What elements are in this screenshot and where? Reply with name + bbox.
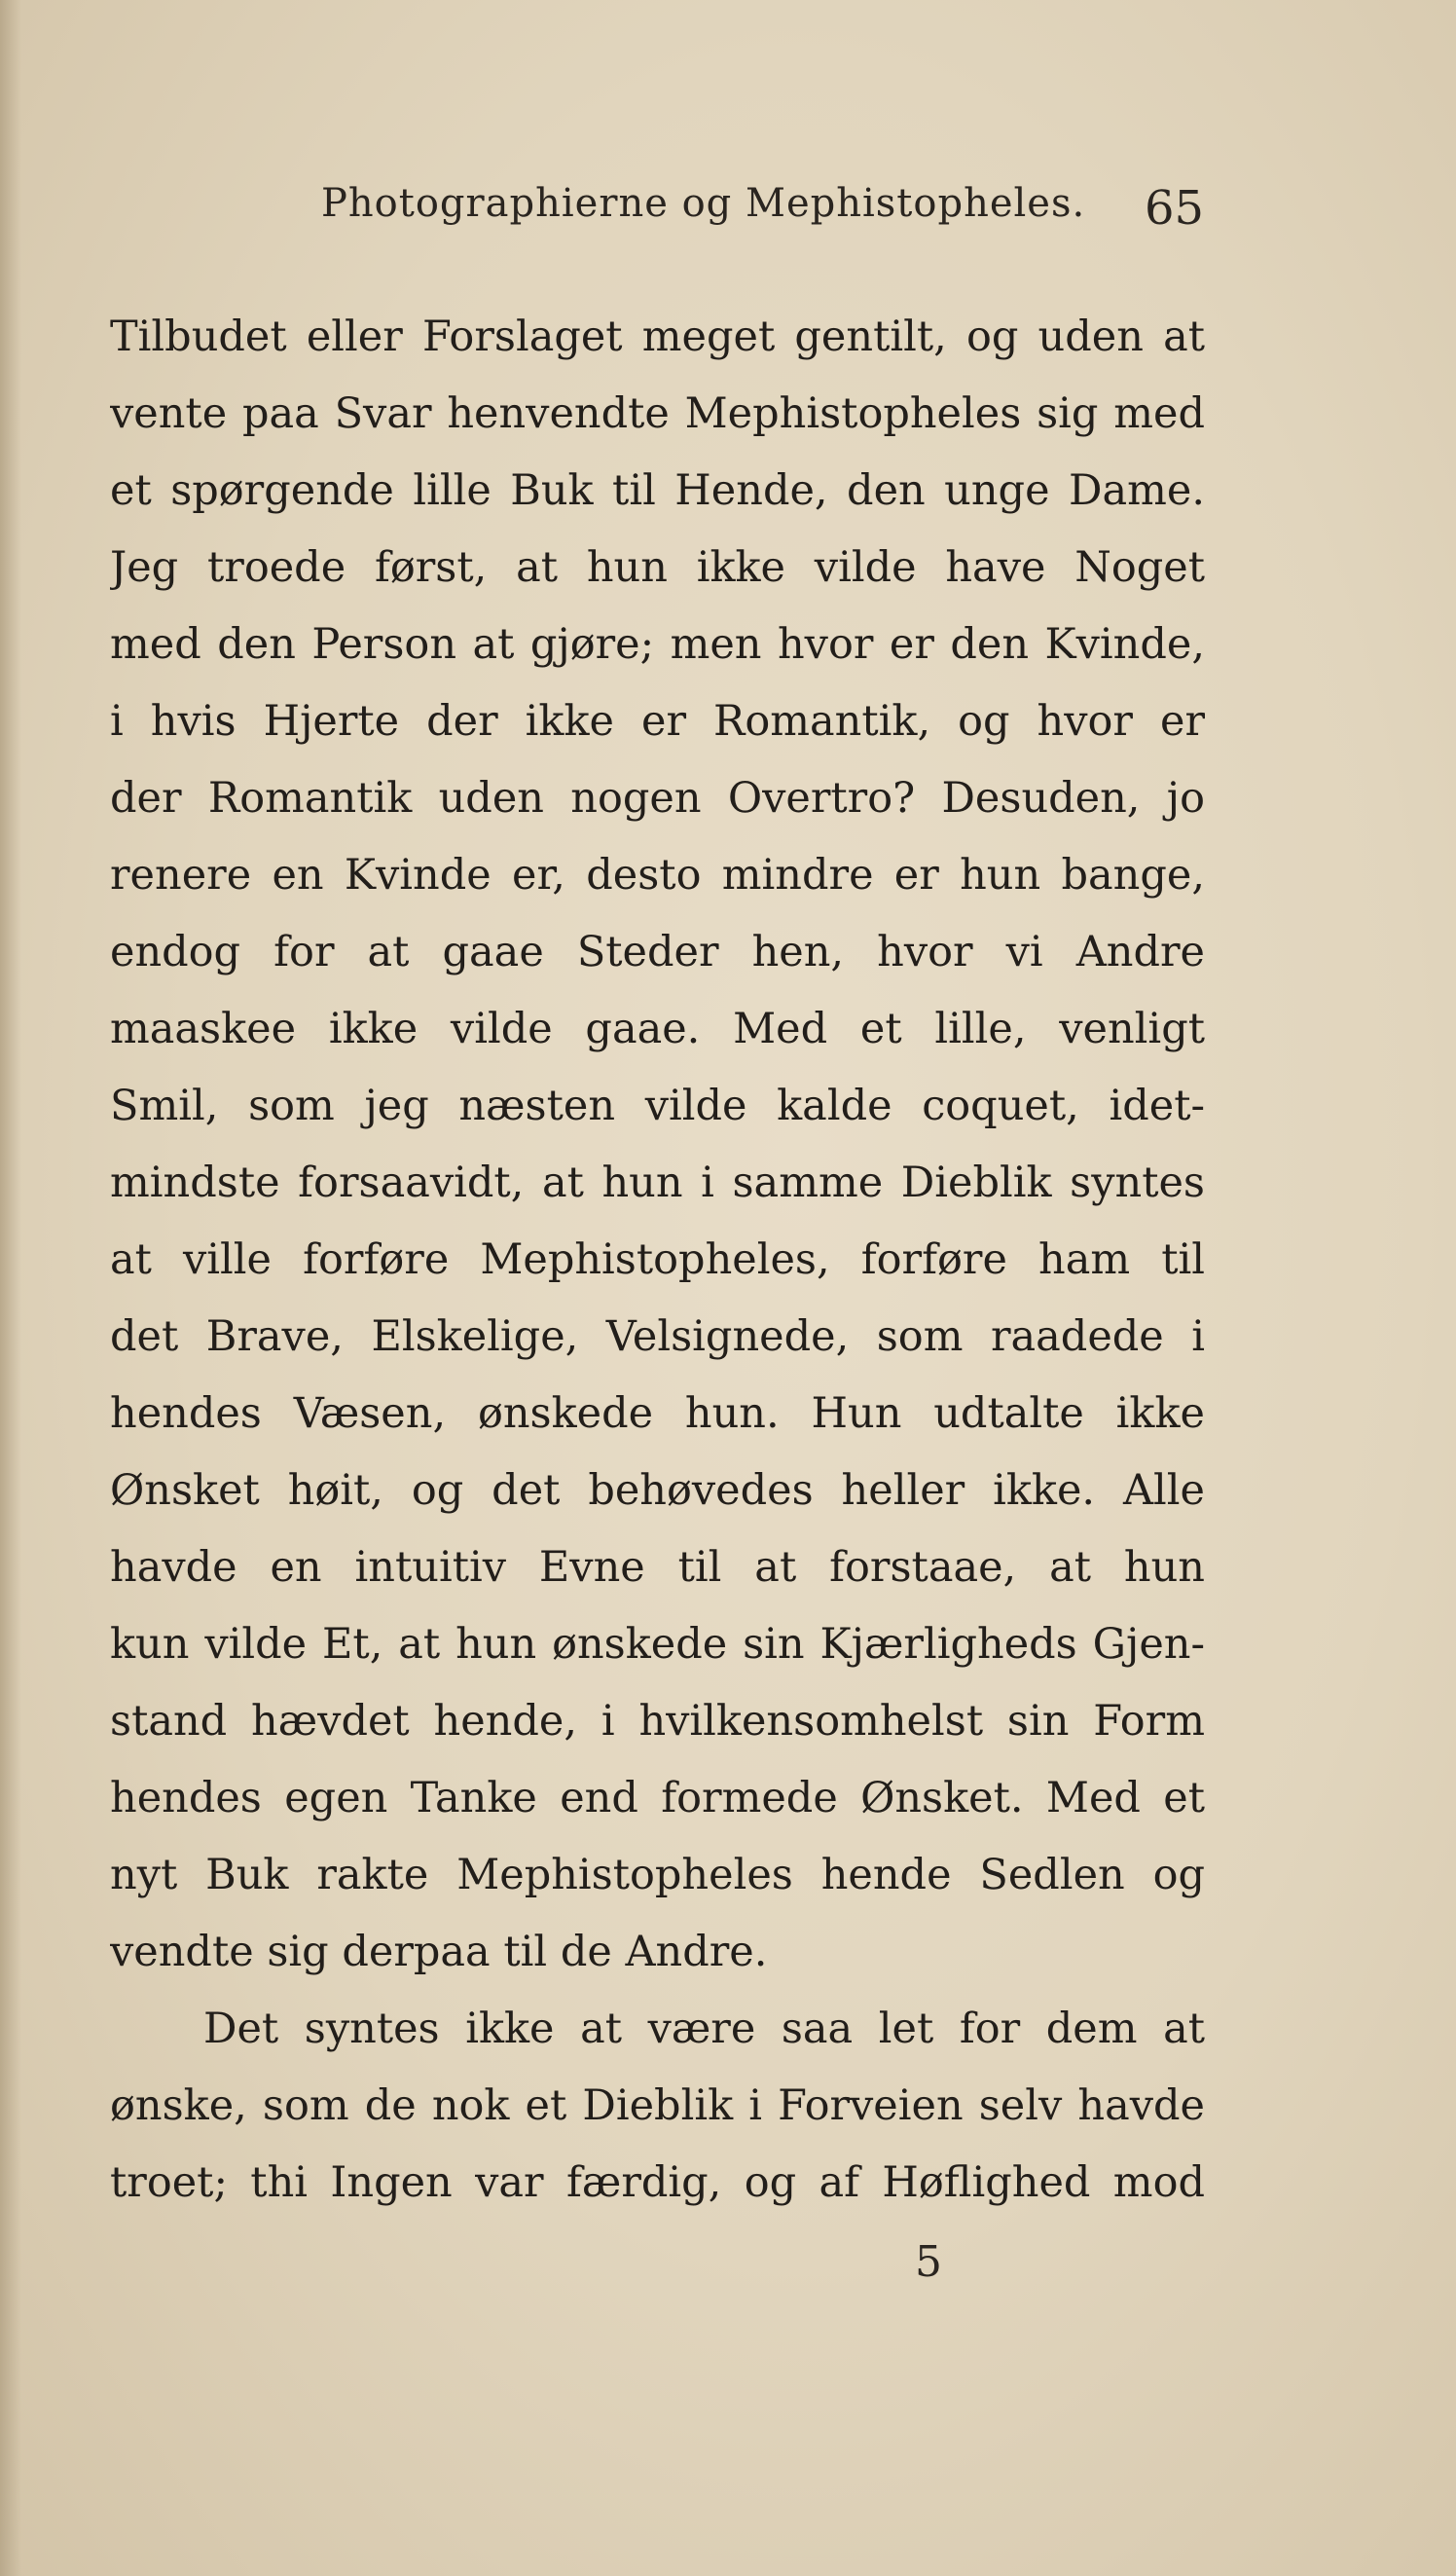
text-line: Jeg troede først, at hun ikke vilde have Noget: [110, 543, 1205, 592]
text-line-paragraph-start: Det syntes ikke at være saa let for dem at: [203, 2005, 1205, 2053]
text-line: det Brave, Elskelige, Velsignede, som raadede i: [110, 1312, 1205, 1361]
text-line: med den Person at gjøre; men hvor er den Kvinde,: [110, 620, 1205, 669]
text-line: havde en intuitiv Evne til at forstaae, at hun: [110, 1543, 1205, 1592]
text-line: vente paa Svar henvendte Mephistopheles sig med: [110, 389, 1205, 438]
body-text: [110, 299, 1205, 2222]
text-line: stand hævdet hende, i hvilkensomhelst sin Form: [110, 1697, 1205, 1746]
text-line: hendes egen Tanke end formede Ønsket. Med et: [110, 1774, 1205, 1822]
text-line: endog for at gaae Steder hen, hvor vi Andre: [110, 928, 1205, 976]
text-line: renere en Kvinde er, desto mindre er hun bange,: [110, 851, 1205, 900]
text-line: at ville forføre Mephistopheles, forføre ham til: [110, 1235, 1205, 1284]
text-line: Smil, som jeg næsten vilde kalde coquet, idet-: [110, 1082, 1205, 1130]
text-line: troet; thi Ingen var færdig, og af Høflighed mod: [110, 2158, 1205, 2207]
text-line: Tilbudet eller Forslaget meget gentilt, og uden at: [110, 313, 1205, 361]
signature-mark: 5: [915, 2237, 942, 2287]
text-line: et spørgende lille Buk til Hende, den unge Dame.: [110, 466, 1205, 515]
text-line-paragraph-end: vendte sig derpaa til de Andre.: [110, 1928, 768, 1976]
page-binding-edge: [0, 0, 21, 2576]
text-line: Ønsket høit, og det behøvedes heller ikke. Alle: [110, 1466, 1205, 1515]
text-line: maaskee ikke vilde gaae. Med et lille, venligt: [110, 1005, 1205, 1053]
text-line: kun vilde Et, at hun ønskede sin Kjærligheds Gjen-: [110, 1620, 1205, 1669]
text-line: hendes Væsen, ønskede hun. Hun udtalte ikke: [110, 1389, 1205, 1438]
text-line: ønske, som de nok et Dieblik i Forveien selv havde: [110, 2081, 1205, 2130]
text-line: der Romantik uden nogen Overtro? Desuden, jo: [110, 774, 1205, 823]
page-number: 65: [1145, 181, 1205, 236]
text-line: nyt Buk rakte Mephistopheles hende Sedlen og: [110, 1851, 1205, 1899]
running-header: Photographierne og Mephistopheles.: [321, 181, 1086, 226]
text-line: i hvis Hjerte der ikke er Romantik, og hvor er: [110, 697, 1205, 746]
text-line: mindste forsaavidt, at hun i samme Dieblik syntes: [110, 1159, 1205, 1207]
